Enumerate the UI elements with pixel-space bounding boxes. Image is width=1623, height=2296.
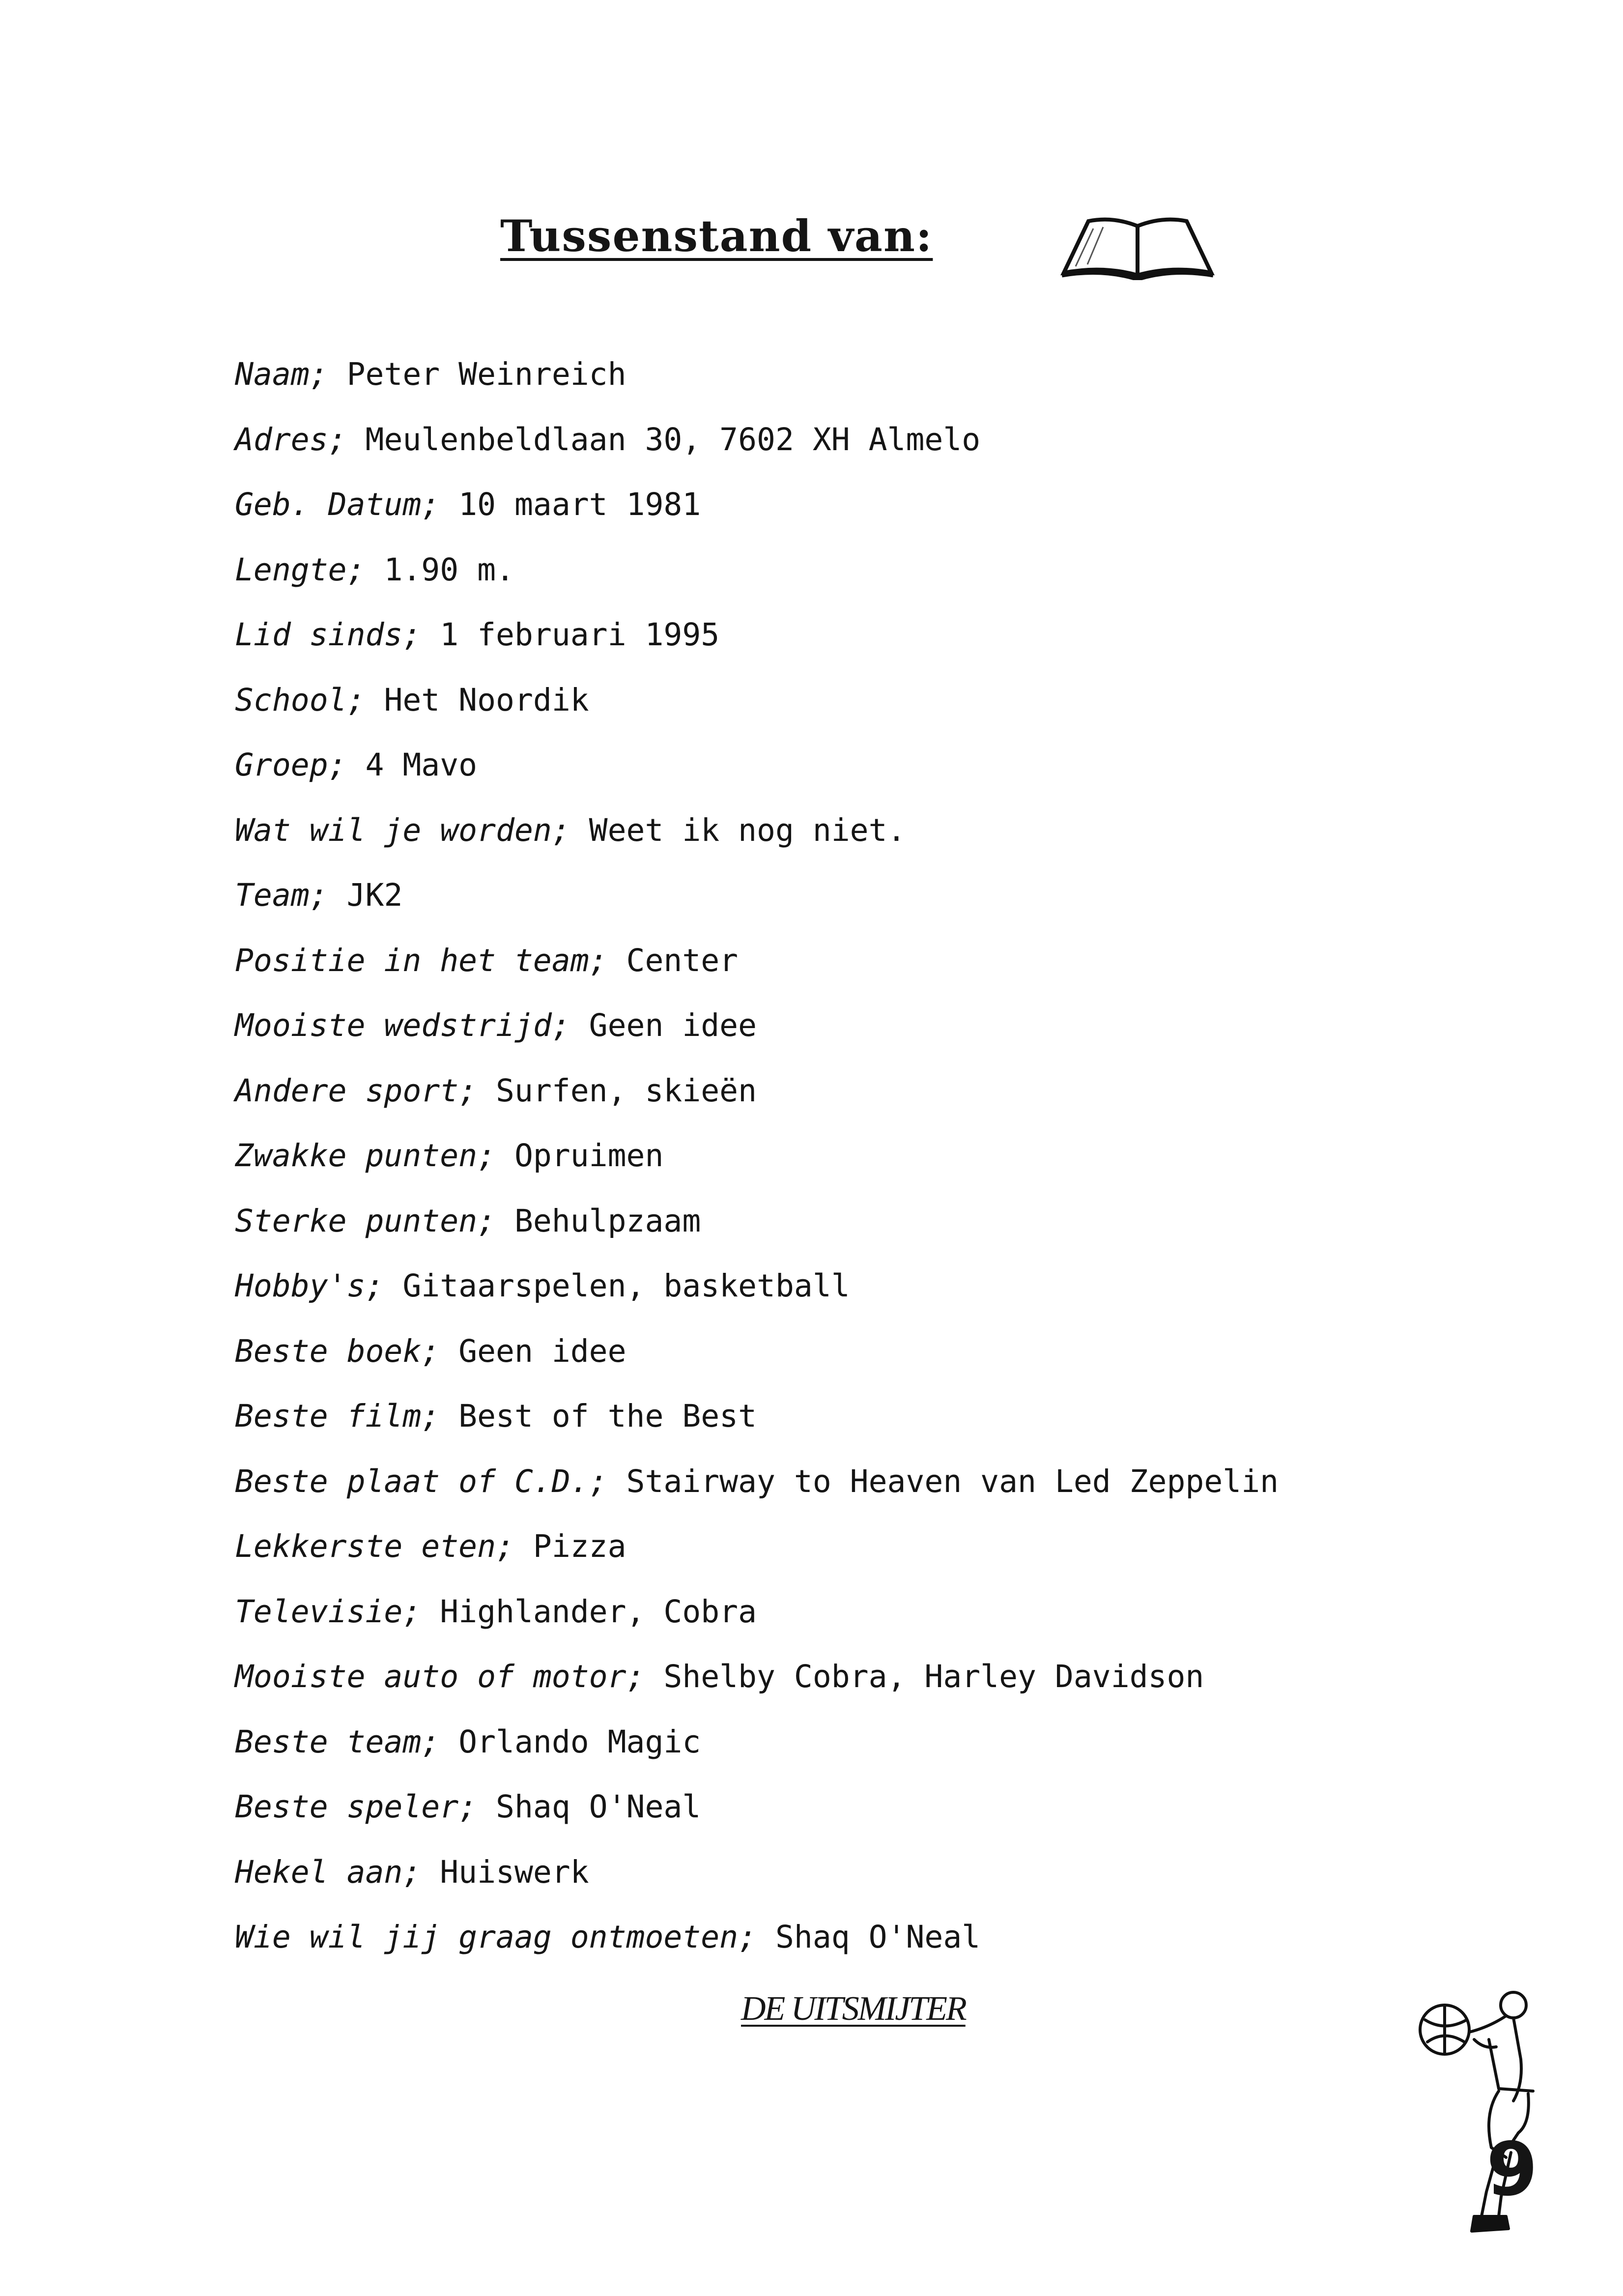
field-value: 4 Mavo xyxy=(365,747,478,783)
field-label: Team; xyxy=(235,877,328,913)
profile-field-row xyxy=(235,420,1414,486)
field-label: Beste speler; xyxy=(235,1789,478,1825)
field-label: School; xyxy=(235,682,366,718)
field-value: Stairway to Heaven van Led Zeppelin xyxy=(626,1463,1279,1499)
profile-field-row xyxy=(235,550,1414,616)
field-label: Beste plaat of C.D.; xyxy=(235,1463,608,1499)
field-value: Behulpzaam xyxy=(514,1203,701,1239)
profile-field-row xyxy=(235,1592,1414,1658)
profile-field-row xyxy=(235,1397,1414,1462)
field-value: Opruimen xyxy=(514,1138,664,1174)
profile-field-row xyxy=(235,746,1414,811)
profile-field-row xyxy=(235,1332,1414,1397)
field-value: Weet ik nog niet. xyxy=(589,812,906,848)
field-value: 1 februari 1995 xyxy=(440,617,720,653)
field-label: Lekkerste eten; xyxy=(235,1528,514,1564)
profile-field-row xyxy=(235,485,1414,550)
profile-field-row xyxy=(235,681,1414,746)
field-value: Huiswerk xyxy=(440,1854,589,1890)
field-value: Pizza xyxy=(533,1528,626,1564)
profile-field-row xyxy=(235,1136,1414,1202)
field-label: Hekel aan; xyxy=(235,1854,422,1890)
field-value: JK2 xyxy=(346,877,403,913)
field-label: Mooiste auto of motor; xyxy=(235,1659,645,1694)
profile-field-row xyxy=(235,1462,1414,1527)
profile-field-row xyxy=(235,1657,1414,1722)
profile-field-row xyxy=(235,1722,1414,1788)
footer-signature: DE UITSMIJTER xyxy=(741,1990,966,2028)
field-value: Meulenbeldlaan 30, 7602 XH Almelo xyxy=(365,421,981,458)
profile-field-row xyxy=(235,876,1414,941)
field-value: 1.90 m. xyxy=(384,551,514,588)
field-label: Positie in het team; xyxy=(235,942,608,978)
profile-field-row xyxy=(235,1071,1414,1137)
field-value: Orlando Magic xyxy=(458,1723,701,1760)
field-label: Televisie; xyxy=(235,1593,422,1630)
field-value: Geen idee xyxy=(589,1007,757,1043)
field-value: Shaq O'Neal xyxy=(775,1919,981,1955)
field-value: Best of the Best xyxy=(458,1398,757,1434)
field-label: Naam; xyxy=(235,356,328,392)
field-label: Wie wil jij graag ontmoeten; xyxy=(235,1919,757,1955)
field-label: Geb. Datum; xyxy=(235,487,440,522)
field-label: Beste team; xyxy=(235,1723,440,1760)
field-value: Geen idee xyxy=(458,1333,626,1369)
profile-field-row xyxy=(235,1787,1414,1853)
field-label: Hobby's; xyxy=(235,1268,384,1304)
field-label: Mooiste wedstrijd; xyxy=(235,1007,570,1043)
profile-field-row xyxy=(235,811,1414,876)
field-value: Peter Weinreich xyxy=(346,356,626,392)
field-label: Beste film; xyxy=(235,1398,440,1434)
profile-field-row xyxy=(235,1527,1414,1592)
page-number: 9 xyxy=(1486,2127,1538,2212)
field-value: Het Noordik xyxy=(384,682,589,718)
field-label: Zwakke punten; xyxy=(235,1138,496,1174)
field-label: Wat wil je worden; xyxy=(235,812,570,848)
profile-field-row xyxy=(235,615,1414,681)
field-label: Beste boek; xyxy=(235,1333,440,1369)
page-title: Tussenstand van: xyxy=(500,210,933,261)
profile-field-row xyxy=(235,1202,1414,1267)
field-value: Shaq O'Neal xyxy=(496,1789,701,1825)
open-book-icon xyxy=(1059,206,1216,280)
profile-field-row xyxy=(235,355,1414,420)
profile-field-row xyxy=(235,1266,1414,1332)
field-label: Andere sport; xyxy=(235,1072,478,1109)
field-label: Adres; xyxy=(235,421,347,458)
field-label: Lengte; xyxy=(235,551,366,588)
field-value: Gitaarspelen, basketball xyxy=(402,1268,850,1304)
field-value: Center xyxy=(626,942,739,978)
profile-field-row xyxy=(235,1918,1414,1983)
profile-fields xyxy=(235,355,1414,1983)
field-label: Groep; xyxy=(235,747,347,783)
field-value: Highlander, Cobra xyxy=(440,1593,757,1630)
field-value: Surfen, skieën xyxy=(496,1072,757,1109)
field-label: Sterke punten; xyxy=(235,1203,496,1239)
profile-field-row xyxy=(235,1853,1414,1918)
field-label: Lid sinds; xyxy=(235,617,422,653)
profile-field-row xyxy=(235,1006,1414,1071)
profile-field-row xyxy=(235,941,1414,1006)
field-value: 10 maart 1981 xyxy=(458,487,701,522)
field-value: Shelby Cobra, Harley Davidson xyxy=(663,1659,1204,1694)
